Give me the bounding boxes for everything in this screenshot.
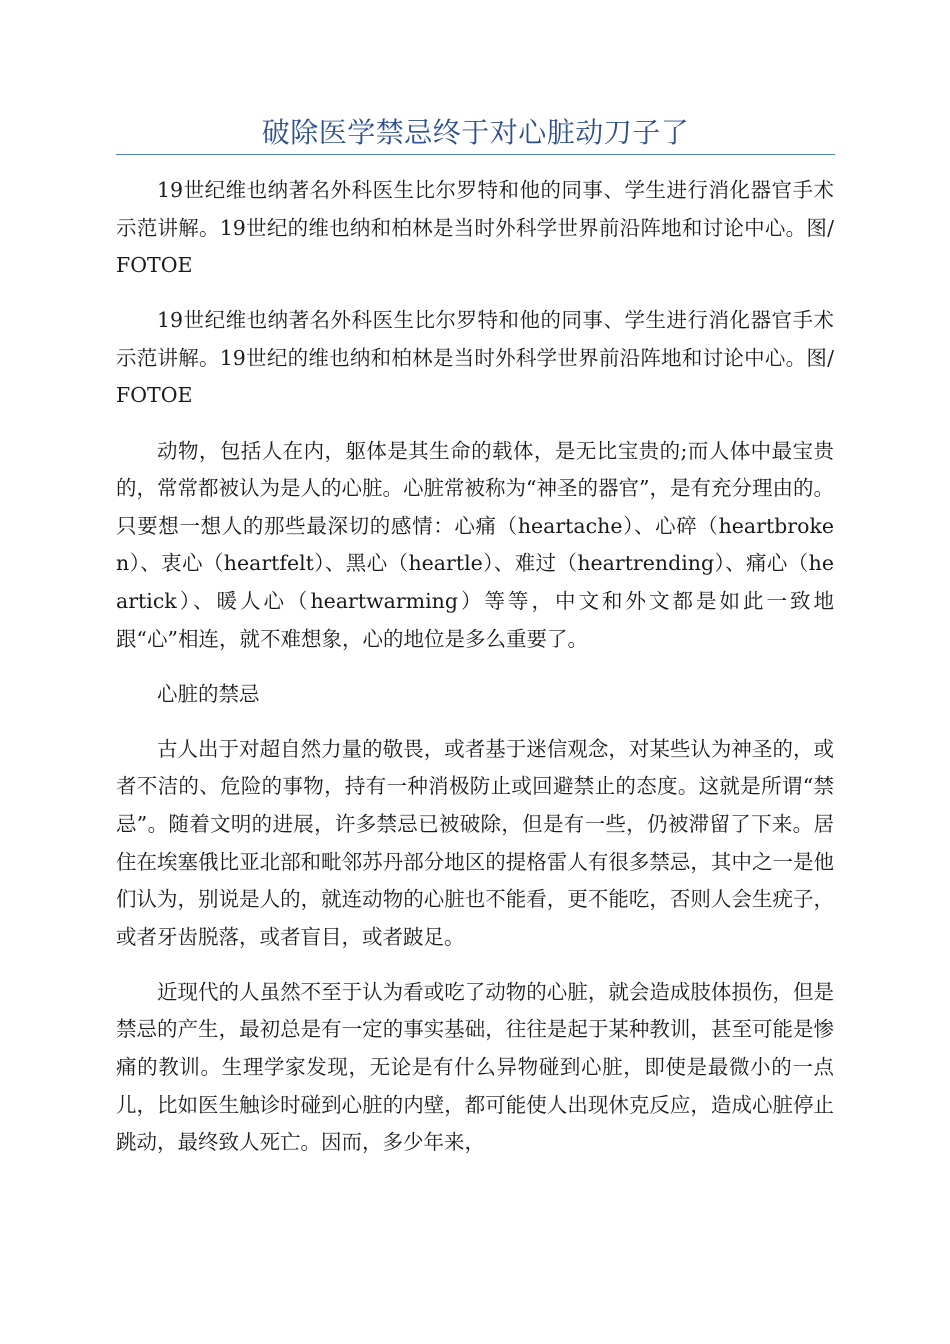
paragraph-caption-1: 19世纪维也纳著名外科医生比尔罗特和他的同事、学生进行消化器官手术示范讲解。19世纪的维也纳和柏林是当时外科学世界前沿阵地和讨论中心。图/FOTOE [116, 178, 834, 278]
paragraph-intro: 动物，包括人在内，躯体是其生命的载体，是无比宝贵的;而人体中最宝贵的，常常都被认为是人的心脏。心脏常被称为“神圣的器官”，是有充分理由的。只要想一想人的那些最深切的感情：心痛（heartache）、心碎（heartbroken）、衷心（heartfelt）、黑心（heartle）、难过（heartrending）、痛心（heartick）、暖人心（heartwarming）等等，中文和外文都是如此一致地跟“心”相连，就不难想象，心的地位是多么重要了。 [116, 438, 834, 651]
section-heading: 心脏的禁忌 [157, 681, 260, 706]
paragraph-modern: 近现代的人虽然不至于认为看或吃了动物的心脏，就会造成肢体损伤，但是禁忌的产生，最初总是有一定的事实基础，往往是起于某种教训，甚至可能是惨痛的教训。生理学家发现，无论是有什么异物碰到心脏，即使是最微小的一点儿，比如医生触诊时碰到心脏的内壁，都可能使人出现休克反应，造成心脏停止跳动，最终致人死亡。因而，多少年来， [116, 979, 834, 1155]
paragraph-caption-2: 19世纪维也纳著名外科医生比尔罗特和他的同事、学生进行消化器官手术示范讲解。19世纪的维也纳和柏林是当时外科学世界前沿阵地和讨论中心。图/FOTOE [116, 308, 834, 408]
document-title: 破除医学禁忌终于对心脏动刀子了 [261, 116, 690, 149]
title-divider [116, 154, 835, 155]
document-body [116, 172, 834, 1179]
paragraph-taboo: 古人出于对超自然力量的敬畏，或者基于迷信观念，对某些认为神圣的，或者不洁的、危险的事物，持有一种消极防止或回避禁止的态度。这就是所谓“禁忌”。随着文明的进展，许多禁忌已被破除，但是有一些，仍被滞留了下来。居住在埃塞俄比亚北部和毗邻苏丹部分地区的提格雷人有很多禁忌，其中之一是他们认为，别说是人的，就连动物的心脏也不能看，更不能吃，否则人会生疣子，或者牙齿脱落，或者盲目，或者跛足。 [116, 736, 834, 949]
